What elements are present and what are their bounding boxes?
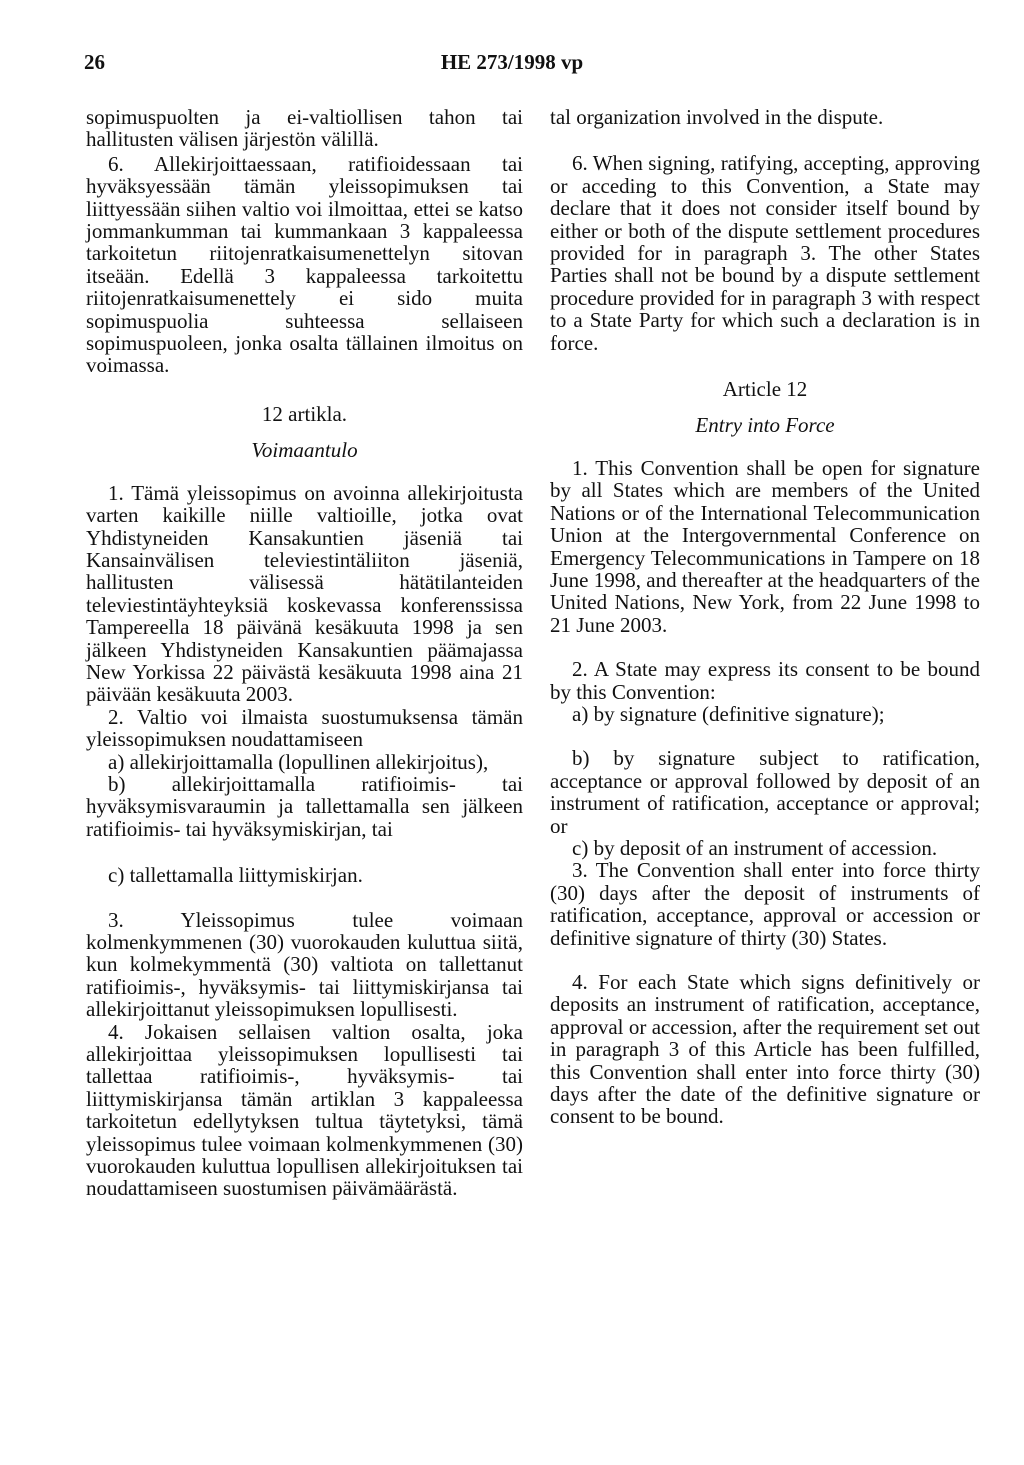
fi-article-item-a: a) allekirjoittamalla (lopullinen allekirjoitus), — [108, 749, 489, 774]
en-article-paragraph-3: 3. The Convention shall enter into force thirty (30) days after the deposit of instruments of ratification, acceptance, approval or accession or definitive signature of thirty (30) States. — [550, 858, 980, 950]
page-number: 26 — [84, 50, 105, 74]
en-article-paragraph-2: 2. A State may express its consent to be bound by this Convention: — [550, 657, 980, 704]
fi-article-title: Voimaantulo — [251, 438, 358, 463]
en-article-item-b: b) by signature subject to ratification, acceptance or approval followed by deposit of an instrument of ratification, acceptance or approval; or — [550, 746, 980, 838]
en-paragraph-6: 6. When signing, ratifying, accepting, approving or acceding to this Convention, a State may declare that it does not consider itself bound by either or both of the dispute settlement procedures provided for in paragraph 3. The other States Parties shall not be bound by a dispute settlement procedure provided for in paragraph 3 with respect to a State Party for which such a declaration is in force. — [550, 151, 980, 355]
fi-article-paragraph-2: 2. Valtio voi ilmaista suostumuksensa tämän yleissopimuksen noudattamiseen — [86, 704, 523, 752]
en-article-title: Entry into Force — [695, 413, 835, 438]
en-article-item-c: c) by deposit of an instrument of accession. — [572, 835, 938, 860]
fi-paragraph-6: 6. Allekirjoittaessaan, ratifioidessaan tai hyväksyessään tämän yleissopimuksen tai liittyessään siihen valtio voi ilmoittaa, ettei se katso jommankumman tai kummankaan 3 kappaleessa tarkoitetun riitojenratkaisumenettelyn sitovan itseään. Edellä 3 kappaleessa tarkoitettu riitojenratkaisumenettely ei sido muita sopimuspuolia suhteessa sellaiseen sopimuspuoleen, jonka osalta tällainen ilmoitus on voimassa. — [86, 151, 523, 378]
fi-article-item-c: c) tallettamalla liittymiskirjan. — [108, 863, 363, 888]
page-header — [0, 50, 1024, 80]
fi-article-heading: 12 artikla. — [261, 401, 348, 426]
english-column — [550, 106, 980, 1128]
fi-article-item-b: b) allekirjoittamalla ratifioimis- tai hyväksymisvaraumin ja tallettamalla sen jälkeen ratifioimis- tai hyväksymiskirjan, tai — [86, 771, 523, 841]
en-article-paragraph-1: 1. This Convention shall be open for signature by all States which are members of the United Nations or of the International Telecommunication Union at the Intergovernmental Conference on Emergency Telecommunications in Tampere on 18 June 1998, and thereafter at the headquarters of the United Nations, New York, from 22 June 1998 to 21 June 2003. — [550, 455, 980, 637]
en-article-heading: Article 12 — [722, 377, 808, 402]
en-article-paragraph-4: 4. For each State which signs definitively or deposits an instrument of ratification, acceptance, approval or accession, after the requirement set out in paragraph 3 of this Article has been fulfilled, this Convention shall enter into force thirty (30) days after the date of the definitive signature or consent to be bound. — [550, 970, 980, 1129]
en-paragraph-continuation: tal organization involved in the dispute. — [550, 105, 884, 129]
fi-article-paragraph-1: 1. Tämä yleissopimus on avoinna allekirjoitusta varten kaikille niille valtioille, jotka ovat Yhdistyneiden Kansakuntien jäseniä tai Kansainvälisen televiestintäliiton jäseniä, hallitusten välisessä hätätilanteiden televiestintäyhteyksiä koskevassa konferenssissa Tampereella 18 päivänä kesäkuuta 1998 ja sen jälkeen Yhdistyneiden Kansakuntien päämajassa New Yorkissa 22 päivästä kesäkuuta 1998 aina 21 päivään kesäkuuta 2003. — [86, 480, 523, 707]
document-reference: HE 273/1998 vp — [440, 50, 584, 74]
fi-article-paragraph-4: 4. Jokaisen sellaisen valtion osalta, joka allekirjoittaa yleissopimuksen lopullisesti tai tallettaa ratifioimis-, hyväksymis- tai liittymiskirjansa tämän artiklan 3 kappaleessa tarkoitetun edellytyksen tultua täytetyksi, tämä yleissopimus tulee voimaan kolmenkymmenen (30) vuorokauden kuluttua lopullisen allekirjoituksen tai noudattamiseen suostumisen päivämäärästä. — [86, 1019, 523, 1201]
finnish-column — [86, 106, 523, 1200]
en-article-item-a: a) by signature (definitive signature); — [572, 701, 885, 726]
fi-article-paragraph-3: 3. Yleissopimus tulee voimaan kolmenkymmenen (30) vuorokauden kuluttua siitä, kun kolmekymmentä (30) valtiota on tallettanut ratifioimis-, hyväksymis- tai liittymiskirjansa tai allekirjoittanut yleissopimuksen lopullisesti. — [86, 907, 523, 1022]
fi-paragraph-continuation: sopimuspuolten ja ei-valtiollisen tahon tai hallitusten välisen järjestön välillä. — [86, 105, 523, 152]
